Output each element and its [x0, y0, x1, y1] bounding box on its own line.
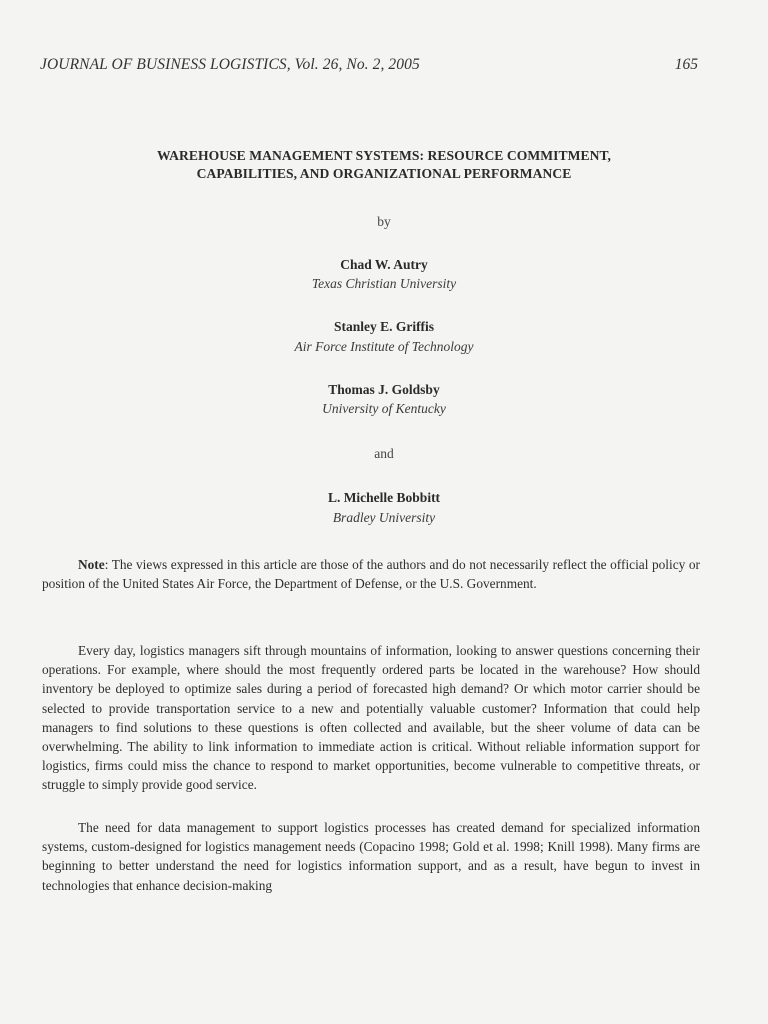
author-name: Stanley E. Griffis — [333, 319, 435, 334]
article-title-line-1: WAREHOUSE MANAGEMENT SYSTEMS: RESOURCE COMMITMENT, — [156, 148, 612, 163]
body-paragraph-2: The need for data management to support logistics processes has created demand for specialized information systems, custom-designed for logistics management needs (Copacino 1998; Gold et al. 1998; Knill 1998). Many firms are beginning to better understand the need for logistics information support, and as a result, have begun to invest in technologies that enhance decision-making — [42, 820, 700, 893]
note-text: : The views expressed in this article are those of the authors and do not necessarily reflect the official policy or position of the United States Air Force, the Department of Defense, or the U.S. Government. — [42, 557, 700, 592]
author-affiliation: Bradley University — [332, 510, 436, 525]
author-affiliation: University of Kentucky — [322, 401, 446, 416]
author-affiliation: Air Force Institute of Technology — [294, 339, 474, 354]
byline-by: by — [377, 214, 391, 229]
author-name: Thomas J. Goldsby — [328, 382, 440, 397]
article-title — [40, 147, 728, 183]
page-number: 165 — [674, 56, 698, 73]
article-title-line-2: CAPABILITIES, AND ORGANIZATIONAL PERFORMANCE — [196, 166, 572, 181]
author-name: Chad W. Autry — [340, 257, 428, 272]
author-name: L. Michelle Bobbitt — [327, 490, 441, 505]
byline-and: and — [374, 446, 394, 461]
author-affiliation: Texas Christian University — [311, 276, 457, 291]
journal-header: JOURNAL OF BUSINESS LOGISTICS, Vol. 26, No. 2, 2005 — [40, 56, 420, 73]
body-paragraph-1: Every day, logistics managers sift through mountains of information, looking to answer questions concerning their operations. For example, where should the most frequently ordered parts be located in the warehouse? How should inventory be deployed to optimize sales during a period of forecasted high demand? Or which motor carrier should be selected to provide transportation service to a new and potentially valuable customer? Information that could help managers to find solutions to these questions is often collected and available, but the sheer volume of data can be overwhelming. The ability to link information to immediate action is critical. Without reliable information support for logistics, firms could miss the chance to respond to market opportunities, become vulnerable to competitive threats, or struggle to simply provide good service. — [42, 643, 700, 793]
disclaimer-note — [42, 555, 700, 593]
note-label: Note — [78, 557, 105, 572]
